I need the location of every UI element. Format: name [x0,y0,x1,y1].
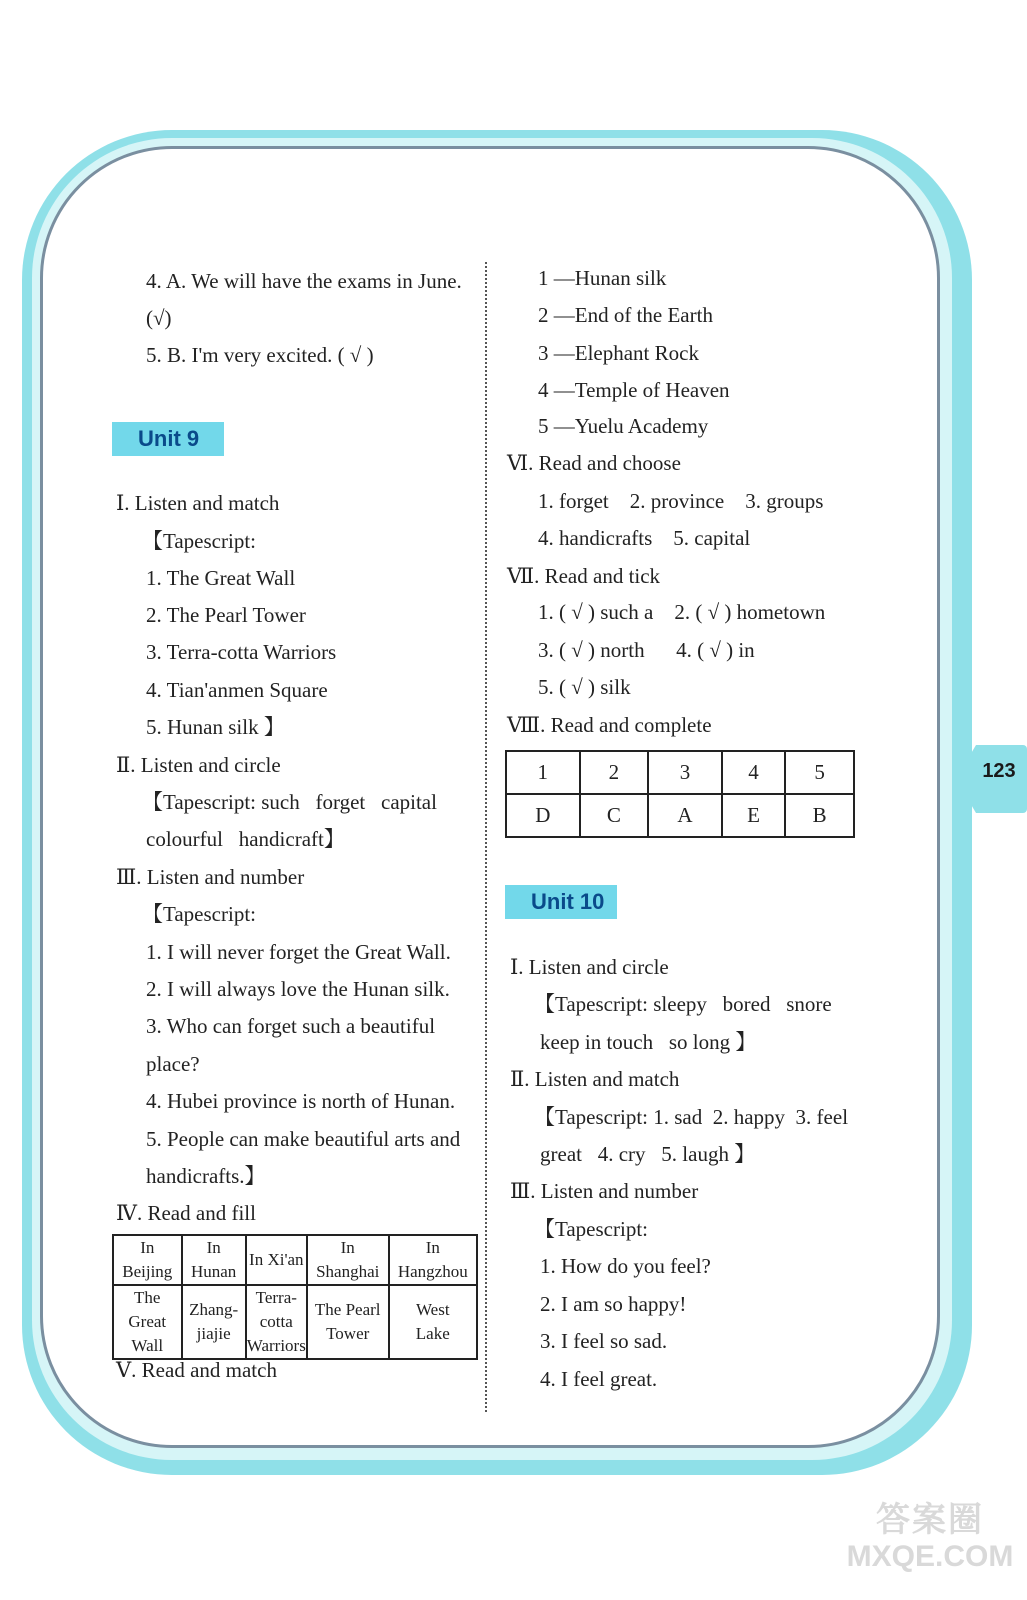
intro-line: 5. B. I'm very excited. ( √ ) [146,343,374,367]
tapescript-line: 【Tapescript: such forget capital [142,790,437,814]
section-title: Ⅱ. Listen and circle [116,753,281,777]
answer-line: 1. forget 2. province 3. groups [538,489,824,513]
table-cell: West Lake [389,1285,477,1359]
page-number: 123 [982,760,1016,782]
watermark-bottom: MXQE.COM [846,1540,1014,1573]
section-title: Ⅵ. Read and choose [507,451,681,475]
page-tab-arrow [956,745,976,813]
table-cell: The Great Wall [113,1285,182,1359]
tapescript-line: 4. Tian'anmen Square [146,678,328,702]
tapescript-line: 5. Hunan silk 】 [146,715,285,739]
watermark-logo [840,1500,1020,1574]
tapescript-line: 2. I will always love the Hunan silk. [146,977,450,1001]
tapescript-line: colourful handicraft】 [146,827,345,851]
tapescript-line: 【Tapescript: [142,902,256,926]
section-title: Ⅶ. Read and tick [507,564,661,588]
section-title: Ⅲ. Listen and number [510,1179,699,1203]
tapescript-line: 【Tapescript: [142,529,256,553]
tapescript-line: 1. The Great Wall [146,566,296,590]
tapescript-line: place? [146,1052,200,1076]
tapescript-line: 3. Who can forget such a beautiful [146,1014,436,1038]
section-title: Ⅱ. Listen and match [510,1067,680,1091]
table-header-cell: In Xi'an [246,1235,307,1285]
unit-10-heading: Unit 10 [505,885,617,919]
tapescript-line: keep in touch so long 】 [540,1030,757,1054]
tapescript-line: 3. I feel so sad. [540,1329,668,1353]
table-header-cell: 4 [722,751,786,794]
section-title: Ⅲ. Listen and number [116,865,305,889]
table-header-cell: 3 [648,751,722,794]
tapescript-line: 2. The Pearl Tower [146,603,306,627]
tapescript-line: 4. Hubei province is north of Hunan. [146,1089,456,1113]
table-cell: C [580,794,649,837]
table-cell: A [648,794,722,837]
match-line: 4 —Temple of Heaven [538,378,730,402]
match-line: 3 —Elephant Rock [538,341,699,365]
match-line: 1 —Hunan silk [538,266,667,290]
table-header-cell: In Shanghai [307,1235,389,1285]
table-cell: B [785,794,854,837]
table-header-cell: 2 [580,751,649,794]
column-divider [485,262,487,1412]
table-header-cell: 5 [785,751,854,794]
section-title: Ⅰ. Listen and match [116,491,280,515]
tapescript-line: 1. How do you feel? [540,1254,711,1278]
table-header-cell: In Beijing [113,1235,182,1285]
read-and-complete-table [505,750,855,838]
tapescript-line: 5. People can make beautiful arts and [146,1127,461,1151]
section-title: Ⅴ. Read and match [116,1358,277,1382]
table-header-cell: In Hunan [182,1235,246,1285]
tapescript-line: 4. I feel great. [540,1367,658,1391]
unit-9-heading: Unit 9 [112,422,224,456]
table-cell: The Pearl Tower [307,1285,389,1359]
tapescript-line: 3. Terra-cotta Warriors [146,640,337,664]
watermark-top: 答案圈 [876,1501,984,1539]
table-cell: Terra- cotta Warriors [246,1285,307,1359]
answer-line: 1. ( √ ) such a 2. ( √ ) hometown [538,600,826,624]
section-title: Ⅰ. Listen and circle [510,955,669,979]
tapescript-line: 1. I will never forget the Great Wall. [146,940,451,964]
intro-line: (√) [146,306,172,330]
table-header-cell: In Hangzhou [389,1235,477,1285]
match-line: 2 —End of the Earth [538,303,713,327]
tapescript-line: 2. I am so happy! [540,1292,687,1316]
read-and-fill-table [112,1234,478,1360]
table-header-cell: 1 [506,751,580,794]
table-cell: E [722,794,786,837]
answer-line: 5. ( √ ) silk [538,675,631,699]
tapescript-line: great 4. cry 5. laugh 】 [540,1142,756,1166]
answer-line: 4. handicrafts 5. capital [538,526,751,550]
intro-line: 4. A. We will have the exams in June. [146,269,462,293]
tapescript-line: handicrafts.】 [146,1164,266,1188]
match-line: 5 —Yuelu Academy [538,414,709,438]
table-cell: D [506,794,580,837]
tapescript-line: 【Tapescript: 1. sad 2. happy 3. feel [534,1105,849,1129]
tapescript-line: 【Tapescript: sleepy bored snore [534,992,832,1016]
table-cell: Zhang- jiajie [182,1285,246,1359]
section-title: Ⅷ. Read and complete [507,713,712,737]
section-title: Ⅳ. Read and fill [116,1201,256,1225]
answer-line: 3. ( √ ) north 4. ( √ ) in [538,638,755,662]
tapescript-line: 【Tapescript: [534,1217,648,1241]
